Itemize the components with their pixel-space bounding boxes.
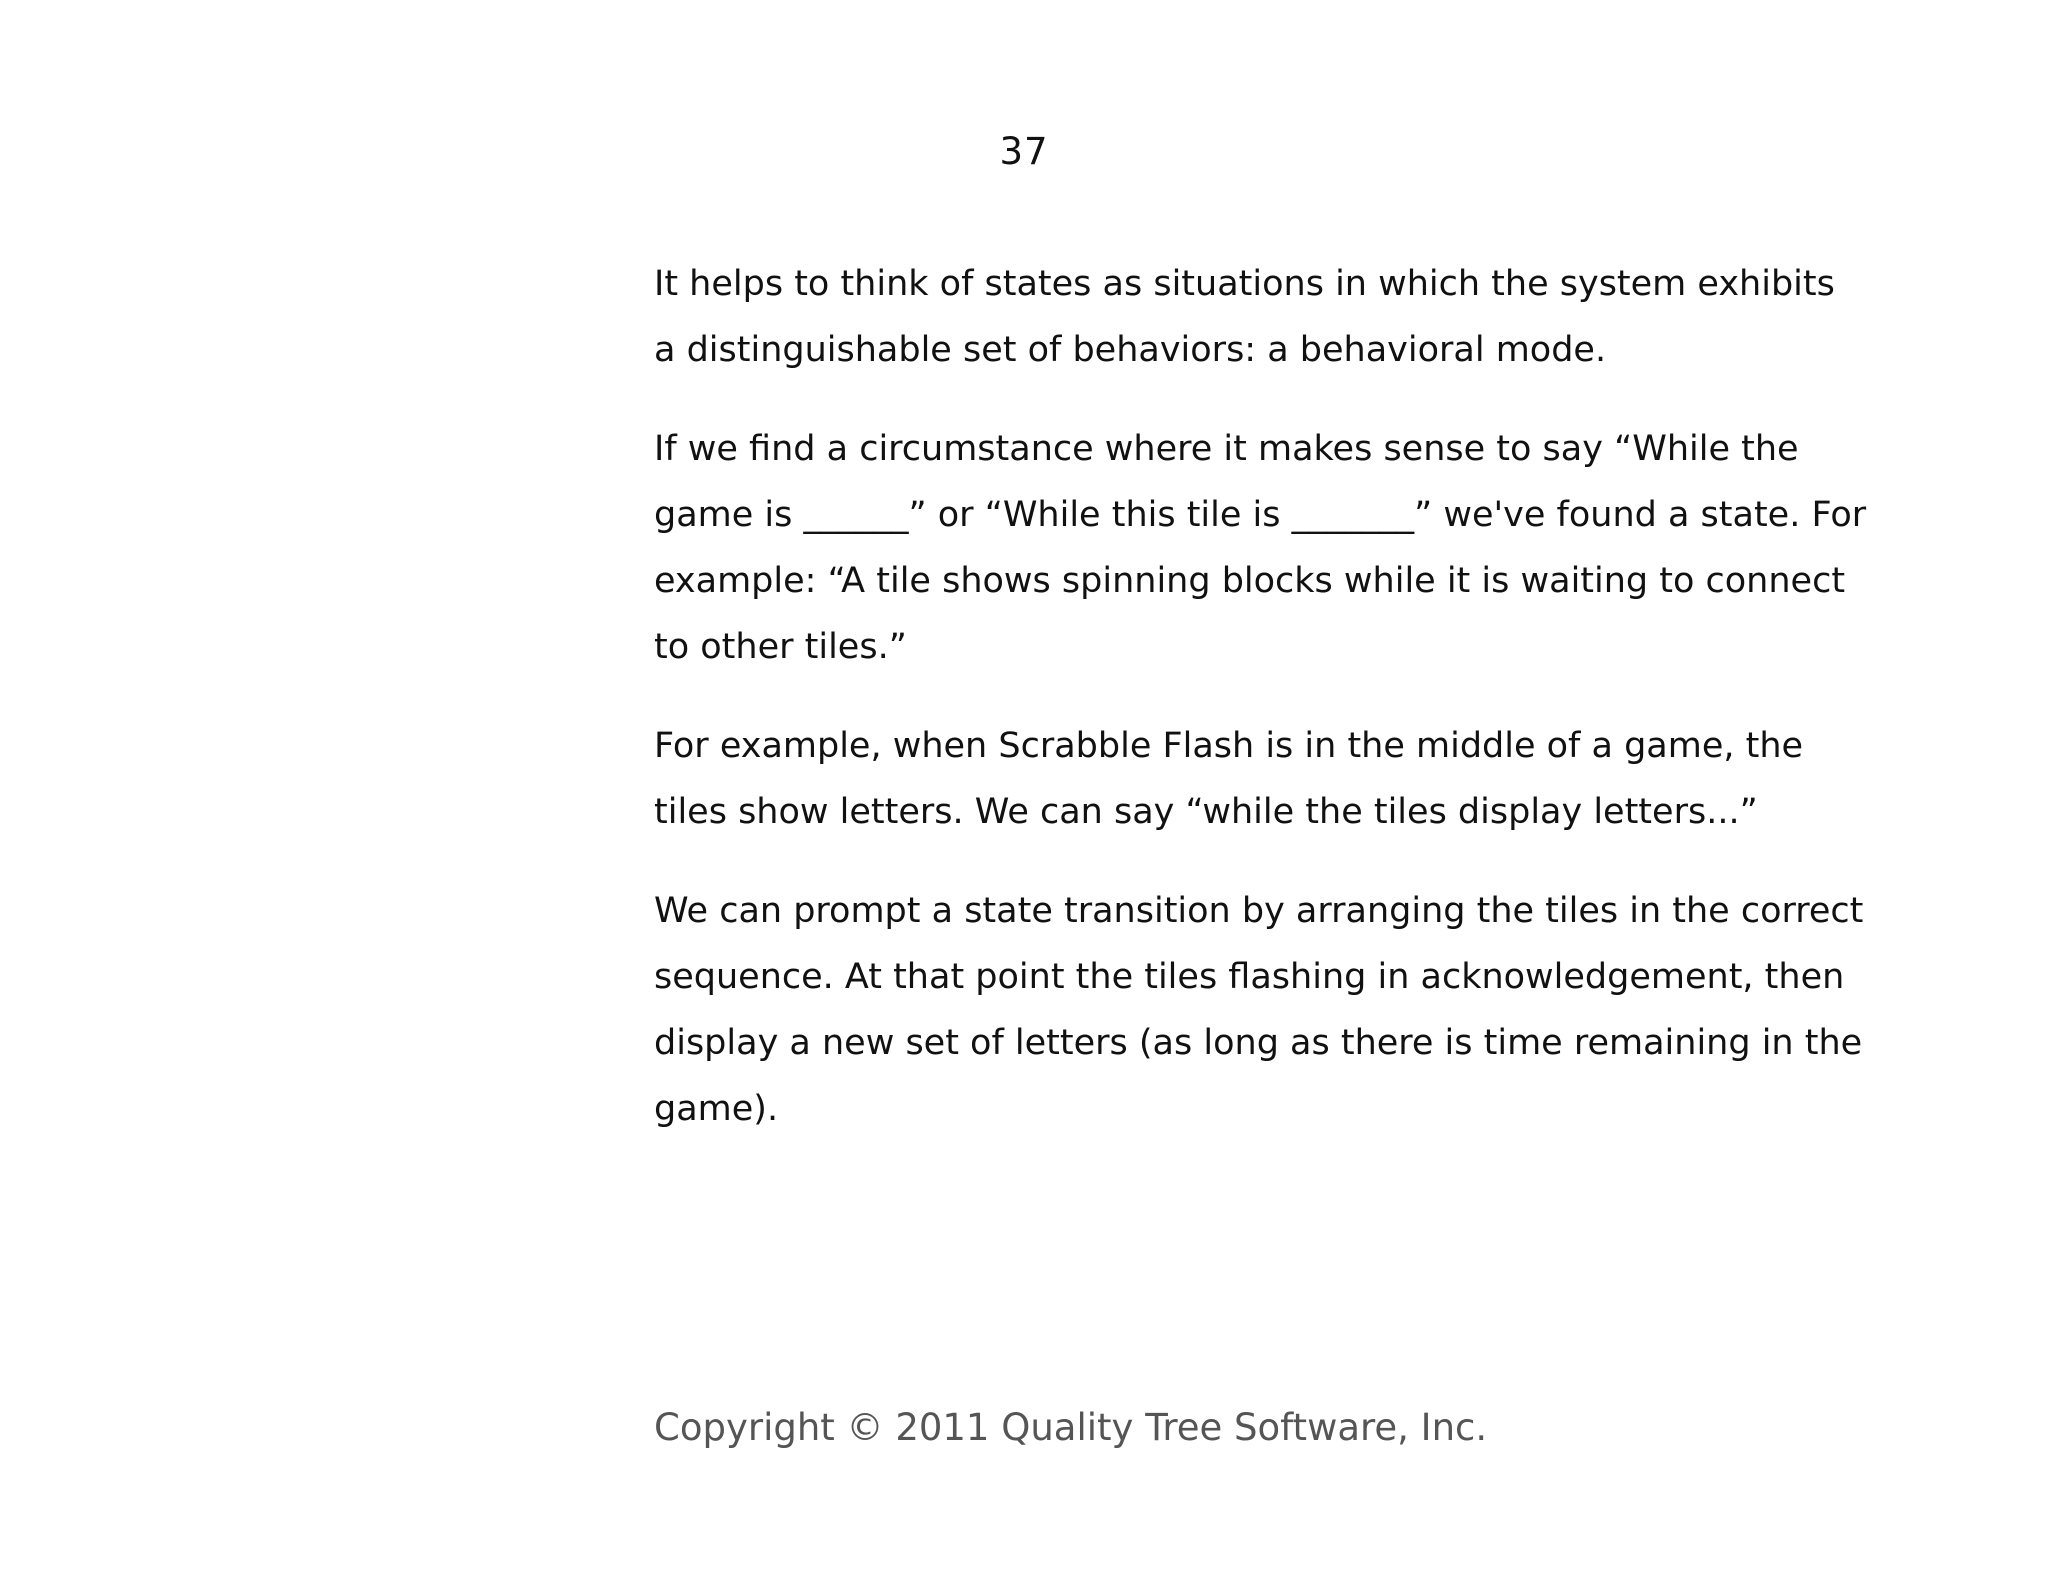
text-line: sequence. At that point the tiles flashing in acknowledgement, then [654, 957, 1845, 997]
text-line: display a new set of letters (as long as there is time remaining in the [654, 1023, 1863, 1063]
copyright-notice: Copyright © 2011 Quality Tree Software, Inc. [654, 1406, 1488, 1449]
text-line: tiles show letters. We can say “while the tiles display letters...” [654, 792, 1758, 832]
text-line: a distinguishable set of behaviors: a behavioral mode. [654, 330, 1607, 370]
paragraph [654, 416, 1934, 680]
body-text [654, 251, 1934, 1175]
text-line: example: “A tile shows spinning blocks while it is waiting to connect [654, 561, 1846, 601]
text-line: For example, when Scrabble Flash is in the middle of a game, the [654, 726, 1804, 766]
text-line: It helps to think of states as situations in which the system exhibits [654, 264, 1835, 304]
paragraph [654, 251, 1934, 383]
page-number: 37 [999, 130, 1049, 173]
text-line: to other tiles.” [654, 627, 907, 667]
paragraph [654, 878, 1934, 1142]
text-line: We can prompt a state transition by arranging the tiles in the correct [654, 891, 1864, 931]
text-line: If we find a circumstance where it makes sense to say “While the [654, 429, 1799, 469]
text-line: game is ______” or “While this tile is _______” we've found a state. For [654, 495, 1867, 535]
text-line: game). [654, 1089, 779, 1129]
paragraph [654, 713, 1934, 845]
